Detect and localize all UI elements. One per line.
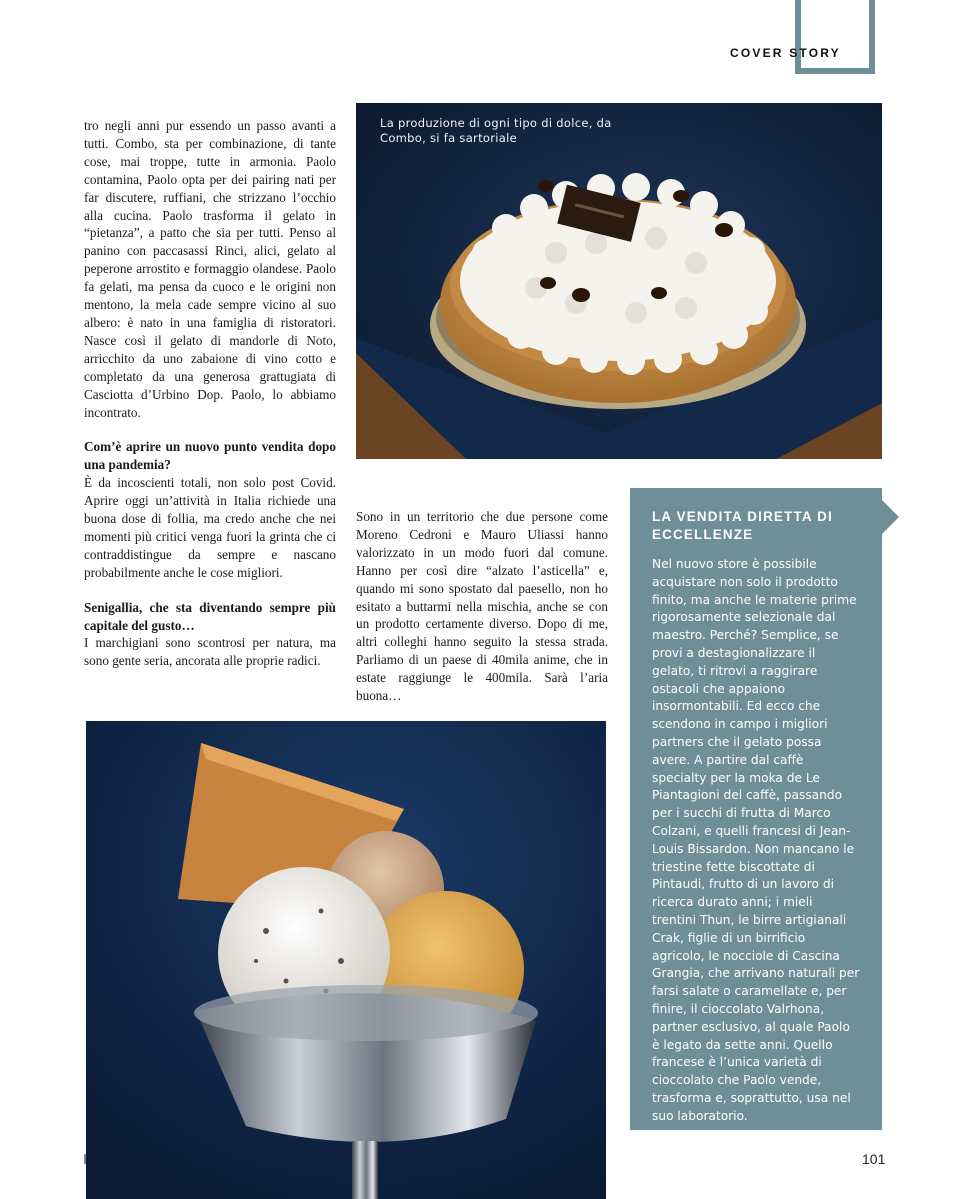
column-2-paragraph: Sono in un territorio che due persone come Moreno Cedroni e Mauro Uliassi hanno valorizzato in un modo fuori dal comune. Hanno per così dire “alzato l’asticella” e, quando mi sono spostato dal paesello, non ho esitato a buttarmi nella mischia, anche se con un prodotto certamente diverso. Dopo di me, altri colleghi hanno seguito la stessa strada. Parliamo di un paese di 40mila anime, che in estate raggiunge le 400mila. Sarà l’aria buona… (356, 509, 608, 704)
section-label: COVER STORY (730, 46, 841, 60)
sidebar-box (630, 488, 882, 1130)
footer-mark (84, 1154, 86, 1164)
gelato-photo (86, 721, 606, 1199)
header-tab-bracket (795, 0, 875, 74)
tart-photo (356, 103, 882, 459)
article-column-1 (84, 117, 336, 670)
sidebar-body: Nel nuovo store è possibile acquistare non solo il prodotto finito, ma anche le materie prime rigorosamente selezionale dal maestro. Perché? Semplice, se provi a destagionalizzare il gelato, ti ritrovi a raggirare ostacoli che appaiono insormontabili. Ed ecco che scendono in campo i migliori partners che il gelato possa avere. A partire dal caffè specialty per la moka de Le Piantagioni del caffè, passando per i succhi di frutta di Marco Colzani, e quelli francesi di Jean-Louis Bissardon. Non mancano le triestine fette biscottate di Pintaudi, frutto di un lavoro di ricerca durato anni; i mieli trentini Thun, le birre artigianali Crak, figlie di un birrificio agricolo, le nocciole di Cascina Grangia, che arrivano naturali per farsi salate o caramellate e, per finire, il cioccolato Valrhona, partner esclusivo, al quale Paolo è legato da sette anni. Quello francese è l’unica varietà di cioccolato che Paolo vende, trasforma e, soprattutto, usa nel suo laboratorio. (652, 557, 860, 1123)
intro-paragraph: tro negli anni pur essendo un passo avanti a tutti. Combo, sta per combinazione, di tante cose, mai troppe, tutte in armonia. Paolo contamina, Paolo opta per dei pairing nati per far discutere, ruffiani, che strizzano l’occhio alla cucina. Paolo trasforma il gelato in “pietanza”, a patto che sia per tutti. Penso al panino con paccasassi Rinci, alici, gelato al peperone arrostito e formaggio olandese. Paolo fa gelati, ma pensa da cuoco e le origini non mentono, la mela cade sempre vicino al suo albero: è nato in una famiglia di ristoratori. Nasce così il gelato di mandorle di Noto, arricchito da uno zabaione di vino cotto e completato da una generosa grattugiata di Casciotta d’Urbino Dop. Paolo, lo abbiamo incontrato. (84, 118, 336, 420)
sidebar-arrow (882, 500, 899, 534)
page-number: 101 (862, 1151, 886, 1167)
interview-answer-2: I marchigiani sono scontrosi per natura, ma sono gente seria, ancorata alle proprie radici. (84, 635, 336, 669)
interview-question-1: Com’è aprire un nuovo punto vendita dopo una pandemia? (84, 439, 336, 473)
tart-photo-caption: La produzione di ogni tipo di dolce, da Combo, si fa sartoriale (380, 116, 612, 145)
sidebar-title: LA VENDITA DIRETTA DI ECCELLENZE (652, 509, 833, 542)
article-column-2 (356, 508, 608, 705)
tart-illustration (356, 103, 882, 459)
interview-answer-1: È da incoscienti totali, non solo post Covid. Aprire oggi un’attività in Italia richiede una buona dose di follia, ma credo anche che nei momenti più critici venga fuori la grinta che ci contraddistingue da sempre e nascano probabilmente anche le cose migliori. (84, 475, 336, 580)
gelato-illustration (86, 721, 606, 1199)
interview-question-2: Senigallia, che sta diventando sempre più capitale del gusto… (84, 599, 336, 633)
